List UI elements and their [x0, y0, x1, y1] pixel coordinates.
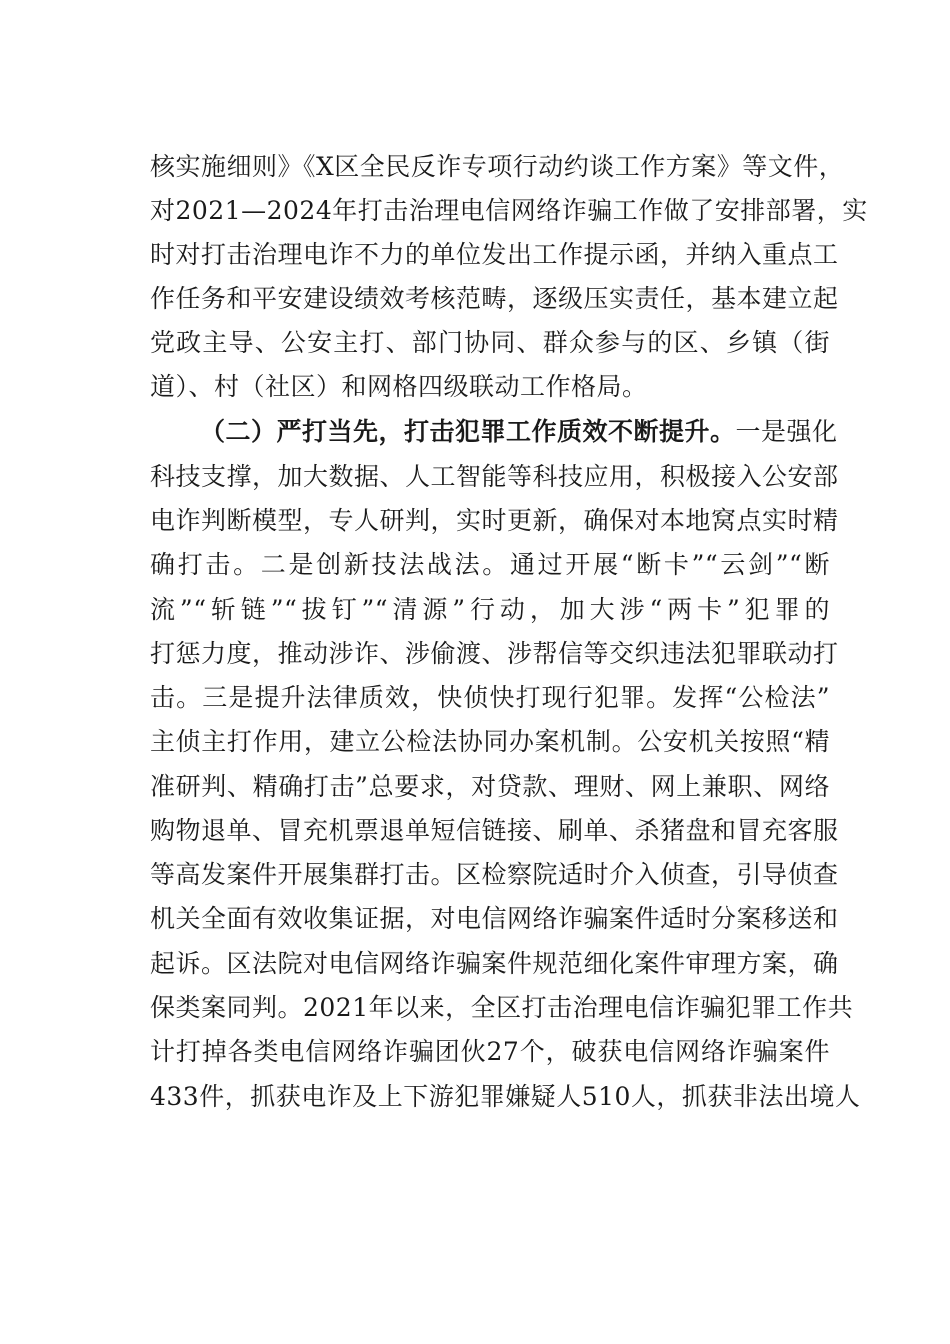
section-heading-line	[200, 410, 838, 454]
paragraph-line: 机关全面有效收集证据，对电信网络诈骗案件适时分案移送和	[150, 904, 839, 933]
paragraph-line: 击。三是提升法律质效，快侦快打现行犯罪。发挥“公检法”	[150, 683, 830, 712]
paragraph-line: 道）、村（社区）和网格四级联动工作格局。	[150, 372, 648, 401]
paragraph-line: 时对打击治理电诈不力的单位发出工作提示函，并纳入重点工	[150, 240, 839, 269]
paragraph-line: 核实施细则》《X区全民反诈专项行动约谈工作方案》等文件，	[150, 152, 845, 181]
paragraph-line: 购物退单、冒充机票退单短信链接、刷单、杀猪盘和冒充客服	[150, 816, 839, 845]
section-heading: （二）严打当先，打击犯罪工作质效不断提升。	[200, 417, 736, 446]
paragraph-line: 对2021—2024年打击治理电信网络诈骗工作做了安排部署，实	[150, 196, 868, 225]
paragraph-line: 保类案同判。2021年以来，全区打击治理电信诈骗犯罪工作共	[150, 993, 854, 1022]
paragraph-line: 计打掉各类电信网络诈骗团伙27个，破获电信网络诈骗案件	[150, 1037, 830, 1066]
paragraph-line: 电诈判断模型，专人研判，实时更新，确保对本地窝点实时精	[150, 506, 839, 535]
paragraph-line: 起诉。区法院对电信网络诈骗案件规范细化案件审理方案，确	[150, 949, 839, 978]
paragraph-line: 流”“斩链”“拔钉”“清源”行动，加大涉“两卡”犯罪的	[150, 595, 830, 624]
paragraph-line: 准研判、精确打击”总要求，对贷款、理财、网上兼职、网络	[150, 772, 830, 801]
paragraph-line: 确打击。二是创新技法战法。通过开展“断卡”“云剑”“断	[150, 550, 830, 579]
section-heading-rest: 一是强化	[735, 417, 838, 446]
paragraph-line: 等高发案件开展集群打击。区检察院适时介入侦查，引导侦查	[150, 860, 839, 889]
paragraph-line: 作任务和平安建设绩效考核范畴，逐级压实责任，基本建立起	[150, 284, 839, 313]
paragraph-line: 党政主导、公安主打、部门协同、群众参与的区、乡镇（街	[150, 328, 830, 357]
paragraph-line: 主侦主打作用，建立公检法协同办案机制。公安机关按照“精	[150, 727, 830, 756]
paragraph-line: 科技支撑，加大数据、人工智能等科技应用，积极接入公安部	[150, 462, 839, 491]
paragraph-line: 打惩力度，推动涉诈、涉偷渡、涉帮信等交织违法犯罪联动打	[150, 639, 839, 668]
paragraph-line: 433件，抓获电诈及上下游犯罪嫌疑人510人，抓获非法出境人	[150, 1082, 861, 1111]
